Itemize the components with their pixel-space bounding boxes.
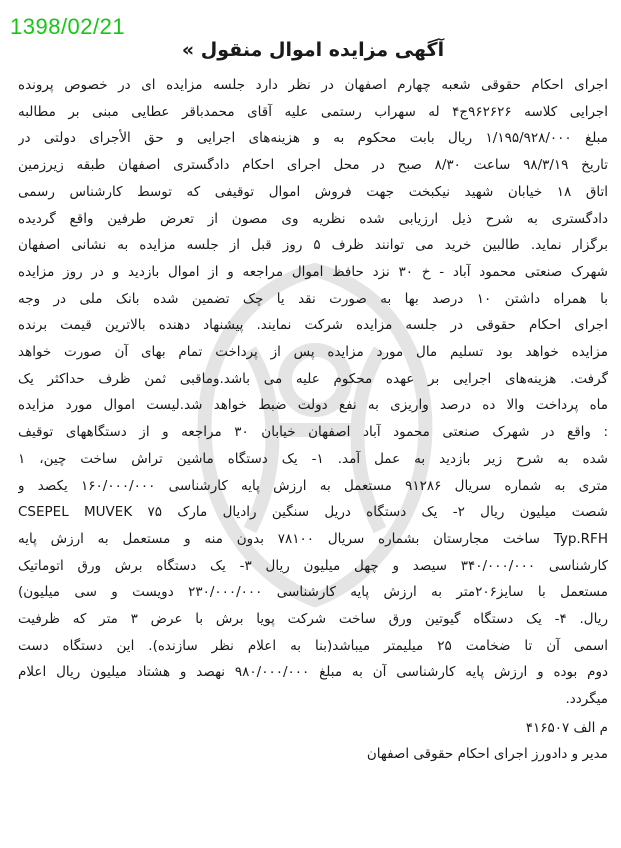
reference-number: م الف ۴۱۶۵۰۷ bbox=[525, 719, 608, 736]
body-line: با همراه داشتن ۱۰ درصد بها به صورت نقد یا چک تضمین شده بانک ملی در وجه bbox=[18, 290, 608, 307]
body-line: مزایده خواهد بود تسلیم مال مورد مزایده پس از پرداخت تمام بهای آن صورت خواهد bbox=[18, 344, 608, 361]
body-line: برگزار نماید. طالبین خرید می توانند ظرف ۵ روز قبل از جلسه مزایده به نشانی اصفهان bbox=[18, 237, 608, 254]
body-line: گرفت. هزینه‌های اجرایی بر عهده محکوم علیه می باشد.وماقبی ثمن ظرف حداکثر یک bbox=[18, 370, 608, 387]
body-line: شده به شرح زیر بازدید به عمل آمد. ۱- یک دستگاه ماشین تراش ساخت چین، ۱ bbox=[18, 450, 608, 467]
notice-body bbox=[18, 72, 608, 713]
body-line: شصت میلیون ریال ۲- یک دستگاه دریل سنگین رادیال مارک CSEPEL MUVEK ۷۵ bbox=[18, 504, 608, 521]
body-line: میگردد. bbox=[565, 691, 608, 708]
body-line: ماه پرداخت والا ده درصد واریزی به نفع دولت ضبط خواهد شد.لیست اموال مورد مزایده bbox=[18, 397, 608, 414]
body-line: کارشناسی ۳۴۰/۰۰۰/۰۰۰ سیصد و چهل میلیون ریال ۳- یک دستگاه برش ورق اتوماتیک bbox=[18, 557, 608, 574]
body-line: مبلغ ۱/۱۹۵/۹۲۸/۰۰۰ ریال بابت محکوم به و هزینه‌های اجرایی و حق الأجرای دولتی در bbox=[18, 130, 608, 147]
body-line: اتاق ۱۸ خیابان شهید نیکبخت جهت فروش اموال توقیفی که توسط کارشناس رسمی bbox=[18, 183, 608, 200]
body-line: ریال. ۴- یک دستگاه گیوتین ورق ساخت شرکت پویا برش با عرض ۳ متر که ظرفیت bbox=[18, 611, 608, 628]
body-line: Typ.RFH ساخت مجارستان بشماره سریال ۷۸۱۰۰ بدون منه و مستعمل به ارزش پایه bbox=[18, 530, 608, 547]
date-stamp: 1398/02/21 bbox=[10, 14, 126, 39]
body-line: اسمی آن تا ضخامت ۲۵ میلیمتر میباشد(بنا به اعلام نظر سازنده). این دستگاه دست bbox=[18, 637, 608, 654]
body-line: شهرک صنعتی محمود آباد - خ ۳۰ نزد حافظ اموال مراجعه و از اموال بازدید و در روز مزایده bbox=[18, 263, 608, 280]
body-line: اجرای احکام حقوقی شعبه چهارم اصفهان در نظر دارد جلسه مزایده ای در خصوص پرونده bbox=[18, 77, 608, 93]
body-line: : واقع در شهرک صنعتی محمود آباد اصفهان خیابان ۳۰ مراجعه و از دستگاههای توقیف bbox=[18, 424, 608, 441]
body-line: اجرایی کلاسه ۹۶۲۶۲۶ج۴ له سهراب رستمی علیه آقای محمدباقر عطایی مبنی بر مطالبه bbox=[18, 103, 608, 120]
body-line: مستعمل با سایز۲۰۶متر به ارزش پایه کارشناسی ۲۳۰/۰۰۰/۰۰۰ دویست و سی میلیون) bbox=[18, 584, 608, 601]
body-line: اجرای احکام حقوقی در جلسه مزایده شرکت نمایند. پیشنهاد دهنده بالاترین قیمت برنده bbox=[18, 317, 608, 334]
body-line: تاریخ ۹۸/۳/۱۹ ساعت ۸/۳۰ صبح در محل اجرای احکام دادگستری اصفهان طبقه زیرزمین bbox=[18, 157, 608, 174]
body-line: دوم بوده و ارزش پایه کارشناسی آن به مبلغ ۹۸۰/۰۰۰/۰۰۰ نهصد و هشتاد میلیون ریال اعلام bbox=[18, 664, 608, 681]
body-line: متری به شماره سریال ۹۱۲۸۶ مستعمل به ارزش پایه کارشناسی ۱۶۰/۰۰۰/۰۰۰ یکصد و bbox=[18, 477, 608, 494]
body-line: دادگستری به شرح ذیل ارزیابی شده نظریه وی مصون از تعرض طرفین واقع گردیده bbox=[18, 210, 608, 227]
notice-title: آگهی مزایده اموال منقول » bbox=[181, 39, 445, 61]
signature-line: مدیر و دادورز اجرای احکام حقوقی اصفهان bbox=[366, 745, 608, 762]
